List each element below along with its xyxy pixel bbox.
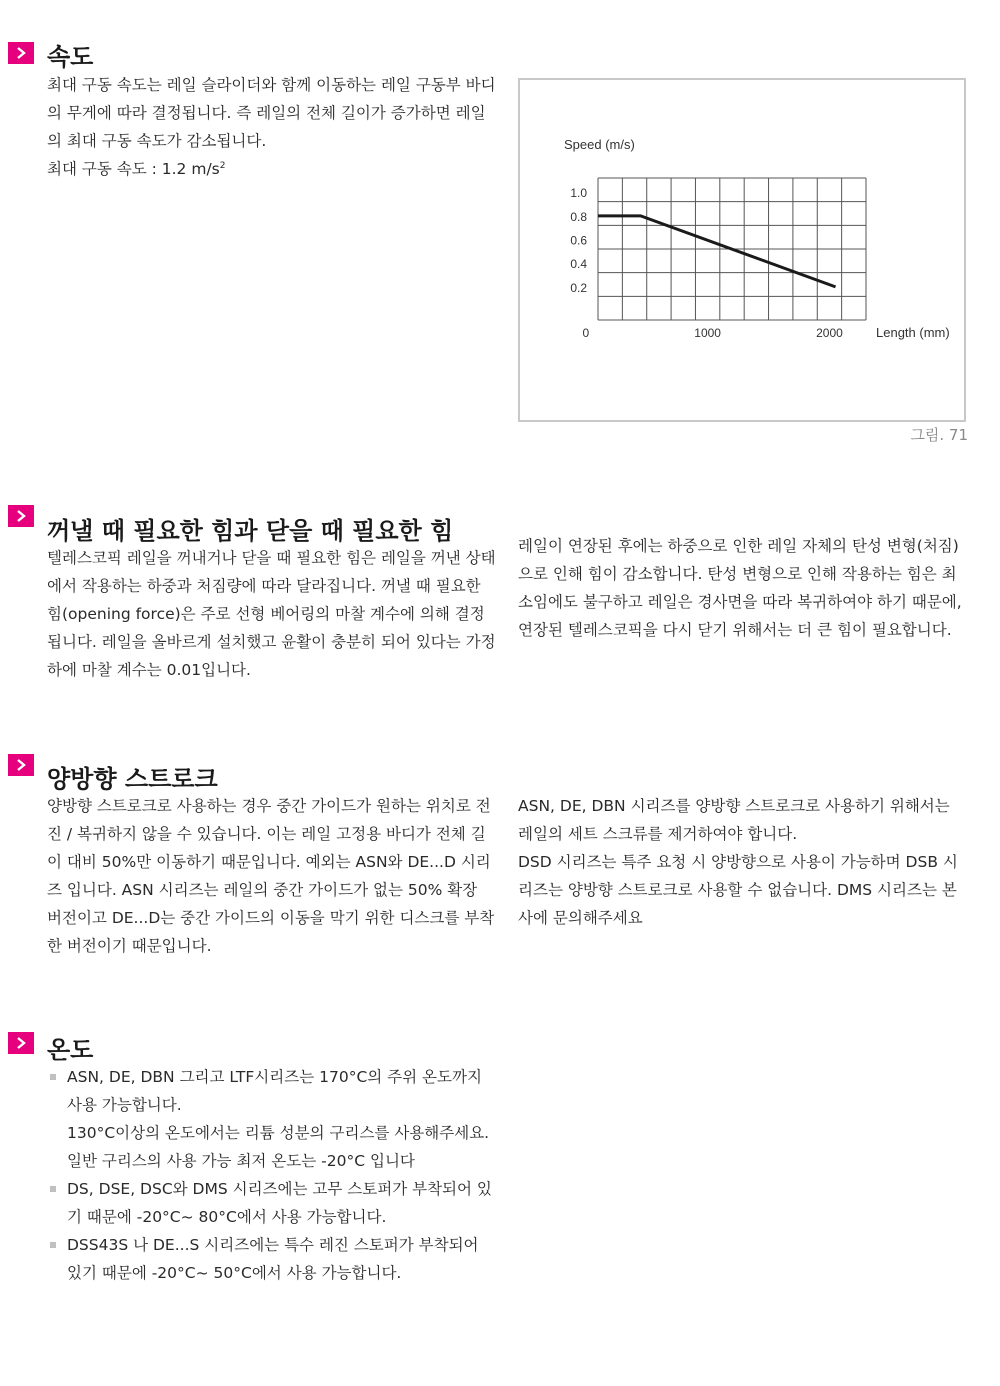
series-line bbox=[598, 216, 836, 287]
x-tick-label: 0 bbox=[582, 326, 590, 340]
x-tick-label: 1000 bbox=[694, 326, 721, 340]
speed-chart bbox=[518, 78, 966, 422]
paragraph: 텔레스코픽 레일을 꺼내거나 닫을 때 필요한 힘은 레일을 꺼낸 상태에서 작용하는 하중과 처짐량에 따라 달라집니다. 꺼낼 때 필요한 힘(opening force)은 주로 선형 베어링의 마찰 계수에 의해 결정됩니다. 레일을 올바르게 설치했고 윤활이 충분히 되어 있다는 가정 하에 마찰 계수는 0.01입니다. bbox=[47, 549, 496, 679]
section-body-right bbox=[518, 532, 968, 644]
bullet-square-icon bbox=[50, 1242, 56, 1248]
y-axis-label: Speed (m/s) bbox=[564, 137, 635, 152]
paragraph: 양방향 스트로크로 사용하는 경우 중간 가이드가 원하는 위치로 전진 / 복귀하지 않을 수 있습니다. 이는 레일 고정용 바디가 전체 길이 대비 50%만 이동하기 때문입니다. 예외는 ASN와 DE...D 시리즈 입니다. ASN 시리즈는 레일의 중간 가이드가 없는 50% 확장 버전이고 DE...D는 중간 가이드의 이동을 막기 위한 디스크를 부착한 버전이기 때문입니다. bbox=[47, 797, 495, 955]
figure-caption: 그림. 71 bbox=[910, 426, 968, 444]
x-tick-label: 2000 bbox=[816, 326, 843, 340]
section-body-left bbox=[47, 792, 497, 960]
section-body-left bbox=[47, 544, 497, 684]
max-speed-line: 최대 구동 속도 : 1.2 $m/s^2$ bbox=[47, 160, 226, 178]
y-tick-label: 0.6 bbox=[570, 233, 587, 248]
section-heading: 온도 bbox=[47, 1036, 94, 1064]
chevron-right-icon bbox=[8, 754, 34, 776]
section-body bbox=[47, 71, 497, 183]
list-item bbox=[47, 1231, 497, 1287]
list-line: ASN, DE, DBN 그리고 LTF시리즈는 170°C의 주위 온도까지 사용 가능합니다. bbox=[67, 1068, 482, 1114]
paragraph: 최대 구동 속도는 레일 슬라이더와 함께 이동하는 레일 구동부 바디의 무게에 따라 결정됩니다. 즉 레일의 전체 길이가 증가하면 레일의 최대 구동 속도가 감소됩니다. bbox=[47, 76, 496, 150]
speed-length-chart bbox=[520, 80, 964, 420]
bullet-square-icon bbox=[50, 1074, 56, 1080]
paragraph: DSD 시리즈는 특주 요청 시 양방향으로 사용이 가능하며 DSB 시리즈는 양방향 스트로크로 사용할 수 없습니다. DMS 시리즈는 본사에 문의해주세요 bbox=[518, 853, 958, 927]
y-tick-label: 0.8 bbox=[570, 209, 587, 224]
section-body-right bbox=[518, 792, 968, 932]
y-tick-label: 0.4 bbox=[570, 257, 587, 272]
section-heading: 양방향 스트로크 bbox=[47, 765, 218, 793]
section-heading: 꺼낼 때 필요한 힘과 닫을 때 필요한 힘 bbox=[47, 517, 454, 545]
list-item bbox=[47, 1175, 497, 1231]
section-heading: 속도 bbox=[47, 43, 94, 71]
chevron-right-icon bbox=[8, 1032, 34, 1054]
list-line: DS, DSE, DSC와 DMS 시리즈에는 고무 스토퍼가 부착되어 있기 때문에 -20°C~ 80°C에서 사용 가능합니다. bbox=[67, 1180, 492, 1226]
chevron-right-icon bbox=[8, 505, 34, 527]
list-line: 130°C이상의 온도에서는 리튬 성분의 구리스를 사용해주세요. bbox=[67, 1124, 490, 1142]
temperature-list bbox=[47, 1063, 497, 1287]
y-tick-label: 1.0 bbox=[570, 186, 587, 201]
paragraph: 레일이 연장된 후에는 하중으로 인한 레일 자체의 탄성 변형(처짐)으로 인해 힘이 감소합니다. 탄성 변형으로 인해 작용하는 힘은 최소임에도 불구하고 레일은 경사면을 따라 복귀하여야 하기 때문에, 연장된 텔레스코픽을 다시 닫기 위해서는 더 큰 힘이 필요합니다. bbox=[518, 537, 962, 639]
x-axis-label: Length (mm) bbox=[876, 325, 950, 340]
chevron-right-icon bbox=[8, 42, 34, 64]
paragraph: ASN, DE, DBN 시리즈를 양방향 스트로크로 사용하기 위해서는 레일의 세트 스크류를 제거하여야 합니다. bbox=[518, 797, 950, 843]
list-item bbox=[47, 1063, 497, 1175]
bullet-square-icon bbox=[50, 1186, 56, 1192]
list-line: DSS43S 나 DE...S 시리즈에는 특수 레진 스토퍼가 부착되어 있기 때문에 -20°C~ 50°C에서 사용 가능합니다. bbox=[67, 1236, 479, 1282]
y-tick-label: 0.2 bbox=[570, 280, 587, 295]
list-line: 일반 구리스의 사용 가능 최저 온도는 -20°C 입니다 bbox=[67, 1152, 415, 1170]
